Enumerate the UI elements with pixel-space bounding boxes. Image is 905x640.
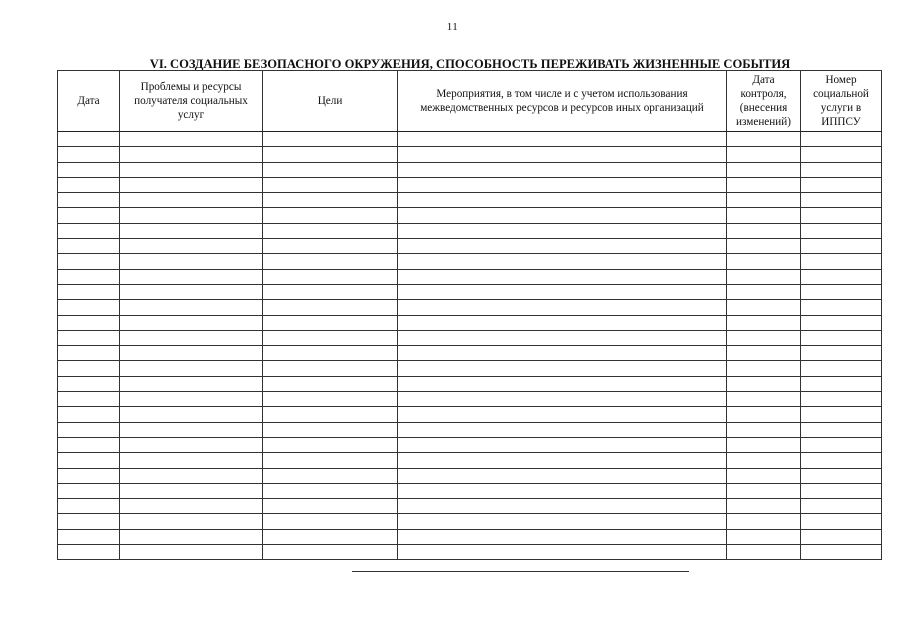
table-row [58, 208, 882, 223]
table-cell-activities[interactable] [398, 529, 727, 544]
table-cell-control-date[interactable] [727, 330, 801, 345]
table-cell-activities[interactable] [398, 346, 727, 361]
table-cell-control-date[interactable] [727, 545, 801, 560]
table-cell-goals[interactable] [263, 239, 398, 254]
table-cell-problems[interactable] [120, 407, 263, 422]
table-cell-service-number[interactable] [801, 330, 882, 345]
plan-table [57, 70, 882, 560]
table-cell-date[interactable] [58, 284, 120, 299]
table-cell-problems[interactable] [120, 193, 263, 208]
table-cell-goals[interactable] [263, 407, 398, 422]
table-cell-date[interactable] [58, 422, 120, 437]
table-cell-date[interactable] [58, 361, 120, 376]
table-cell-goals[interactable] [263, 346, 398, 361]
table-cell-goals[interactable] [263, 529, 398, 544]
table-cell-date[interactable] [58, 269, 120, 284]
table-cell-date[interactable] [58, 254, 120, 269]
table-cell-service-number[interactable] [801, 529, 882, 544]
table-cell-date[interactable] [58, 392, 120, 407]
table-cell-date[interactable] [58, 407, 120, 422]
table-cell-control-date[interactable] [727, 529, 801, 544]
table-cell-control-date[interactable] [727, 208, 801, 223]
column-header-label: Мероприятия, в том числе и с учетом использования межведомственных ресурсов и ресурсов иных организаций [420, 88, 704, 114]
footer-rule [352, 571, 689, 572]
table-cell-activities[interactable] [398, 177, 727, 192]
table-row [58, 407, 882, 422]
table-cell-problems[interactable] [120, 468, 263, 483]
table-cell-control-date[interactable] [727, 499, 801, 514]
table-cell-activities[interactable] [398, 422, 727, 437]
table-cell-service-number[interactable] [801, 407, 882, 422]
table-cell-activities[interactable] [398, 132, 727, 147]
table-cell-control-date[interactable] [727, 147, 801, 162]
column-header-service-number [801, 71, 882, 132]
table-cell-date[interactable] [58, 300, 120, 315]
table-cell-problems[interactable] [120, 422, 263, 437]
table-cell-control-date[interactable] [727, 376, 801, 391]
table-cell-goals[interactable] [263, 483, 398, 498]
table-cell-activities[interactable] [398, 437, 727, 452]
table-row [58, 162, 882, 177]
table-cell-service-number[interactable] [801, 147, 882, 162]
table-cell-service-number[interactable] [801, 208, 882, 223]
table-cell-goals[interactable] [263, 254, 398, 269]
table-cell-problems[interactable] [120, 499, 263, 514]
table-cell-goals[interactable] [263, 147, 398, 162]
table-cell-control-date[interactable] [727, 315, 801, 330]
table-cell-date[interactable] [58, 376, 120, 391]
table-cell-goals[interactable] [263, 132, 398, 147]
table-cell-problems[interactable] [120, 177, 263, 192]
table-cell-date[interactable] [58, 132, 120, 147]
table-cell-goals[interactable] [263, 223, 398, 238]
table-cell-service-number[interactable] [801, 422, 882, 437]
table-cell-service-number[interactable] [801, 132, 882, 147]
table-cell-goals[interactable] [263, 514, 398, 529]
table-cell-activities[interactable] [398, 545, 727, 560]
table-cell-activities[interactable] [398, 330, 727, 345]
table-row [58, 132, 882, 147]
column-header-problems [120, 71, 263, 132]
table-cell-problems[interactable] [120, 529, 263, 544]
table-row [58, 422, 882, 437]
table-cell-control-date[interactable] [727, 162, 801, 177]
table-cell-problems[interactable] [120, 392, 263, 407]
table-cell-date[interactable] [58, 468, 120, 483]
table-cell-activities[interactable] [398, 269, 727, 284]
page-number: 11 [446, 21, 459, 33]
table-cell-control-date[interactable] [727, 361, 801, 376]
table-cell-control-date[interactable] [727, 193, 801, 208]
table-cell-problems[interactable] [120, 483, 263, 498]
table-cell-service-number[interactable] [801, 162, 882, 177]
table-cell-goals[interactable] [263, 208, 398, 223]
table-cell-service-number[interactable] [801, 269, 882, 284]
table-cell-goals[interactable] [263, 392, 398, 407]
table-row [58, 300, 882, 315]
table-cell-service-number[interactable] [801, 468, 882, 483]
table-cell-problems[interactable] [120, 330, 263, 345]
column-header-label: Дата [77, 95, 100, 107]
table-cell-service-number[interactable] [801, 514, 882, 529]
table-row [58, 177, 882, 192]
table-cell-control-date[interactable] [727, 468, 801, 483]
table-cell-problems[interactable] [120, 147, 263, 162]
column-header-label: Проблемы и ресурсы получателя социальных услуг [134, 81, 248, 121]
table-cell-date[interactable] [58, 208, 120, 223]
table-cell-service-number[interactable] [801, 193, 882, 208]
table-cell-activities[interactable] [398, 223, 727, 238]
table-cell-problems[interactable] [120, 300, 263, 315]
table-row [58, 147, 882, 162]
table-cell-date[interactable] [58, 483, 120, 498]
table-cell-goals[interactable] [263, 437, 398, 452]
table-header-row [58, 71, 882, 132]
table-cell-service-number[interactable] [801, 346, 882, 361]
table-cell-goals[interactable] [263, 269, 398, 284]
table-row [58, 315, 882, 330]
table-row [58, 361, 882, 376]
table-row [58, 453, 882, 468]
table-cell-date[interactable] [58, 162, 120, 177]
table-cell-date[interactable] [58, 346, 120, 361]
table-row [58, 239, 882, 254]
table-cell-control-date[interactable] [727, 239, 801, 254]
table-cell-control-date[interactable] [727, 407, 801, 422]
table-cell-problems[interactable] [120, 315, 263, 330]
table-cell-date[interactable] [58, 239, 120, 254]
table-cell-date[interactable] [58, 177, 120, 192]
table-row [58, 545, 882, 560]
table-cell-control-date[interactable] [727, 437, 801, 452]
table-cell-service-number[interactable] [801, 453, 882, 468]
column-header-label: Цели [317, 95, 343, 107]
table-row [58, 483, 882, 498]
column-header-goals [263, 71, 398, 132]
table-cell-service-number[interactable] [801, 545, 882, 560]
table-cell-date[interactable] [58, 545, 120, 560]
table-cell-control-date[interactable] [727, 284, 801, 299]
table-cell-goals[interactable] [263, 453, 398, 468]
table-cell-service-number[interactable] [801, 361, 882, 376]
table-cell-service-number[interactable] [801, 499, 882, 514]
table-row [58, 193, 882, 208]
table-cell-problems[interactable] [120, 545, 263, 560]
table-cell-control-date[interactable] [727, 514, 801, 529]
table-cell-activities[interactable] [398, 300, 727, 315]
table-cell-service-number[interactable] [801, 437, 882, 452]
table-cell-goals[interactable] [263, 545, 398, 560]
column-header-activities [398, 71, 727, 132]
table-row [58, 499, 882, 514]
table-cell-control-date[interactable] [727, 392, 801, 407]
table-cell-goals[interactable] [263, 300, 398, 315]
table-cell-date[interactable] [58, 330, 120, 345]
table-cell-problems[interactable] [120, 514, 263, 529]
table-row [58, 269, 882, 284]
table-row [58, 376, 882, 391]
table-cell-activities[interactable] [398, 147, 727, 162]
table-cell-activities[interactable] [398, 483, 727, 498]
table-cell-date[interactable] [58, 499, 120, 514]
table-cell-problems[interactable] [120, 223, 263, 238]
table-cell-problems[interactable] [120, 284, 263, 299]
table-cell-problems[interactable] [120, 269, 263, 284]
table-cell-problems[interactable] [120, 254, 263, 269]
table-cell-date[interactable] [58, 514, 120, 529]
table-cell-date[interactable] [58, 453, 120, 468]
table-row [58, 529, 882, 544]
table-row [58, 514, 882, 529]
table-cell-service-number[interactable] [801, 223, 882, 238]
table-cell-service-number[interactable] [801, 284, 882, 299]
table-row [58, 223, 882, 238]
table-body [58, 132, 882, 560]
table-cell-service-number[interactable] [801, 254, 882, 269]
table-cell-service-number[interactable] [801, 300, 882, 315]
table-cell-goals[interactable] [263, 315, 398, 330]
table-cell-activities[interactable] [398, 376, 727, 391]
table-cell-date[interactable] [58, 529, 120, 544]
table-cell-control-date[interactable] [727, 422, 801, 437]
table-cell-problems[interactable] [120, 437, 263, 452]
table-cell-activities[interactable] [398, 407, 727, 422]
table-cell-service-number[interactable] [801, 392, 882, 407]
section-title: VI. СОЗДАНИЕ БЕЗОПАСНОГО ОКРУЖЕНИЯ, СПОСОБНОСТЬ ПЕРЕЖИВАТЬ ЖИЗНЕННЫЕ СОБЫТИЯ [149, 57, 791, 71]
table-cell-problems[interactable] [120, 239, 263, 254]
table-cell-activities[interactable] [398, 193, 727, 208]
table-cell-activities[interactable] [398, 254, 727, 269]
table-cell-activities[interactable] [398, 162, 727, 177]
table-cell-activities[interactable] [398, 315, 727, 330]
column-header-label: Номер социальной услуги в ИППСУ [813, 74, 869, 128]
table-cell-control-date[interactable] [727, 177, 801, 192]
table-cell-service-number[interactable] [801, 315, 882, 330]
column-header-date [58, 71, 120, 132]
table-cell-date[interactable] [58, 193, 120, 208]
table-cell-control-date[interactable] [727, 254, 801, 269]
table-row [58, 392, 882, 407]
table-cell-control-date[interactable] [727, 483, 801, 498]
table-cell-goals[interactable] [263, 162, 398, 177]
table-row [58, 330, 882, 345]
table-cell-problems[interactable] [120, 346, 263, 361]
table-row [58, 284, 882, 299]
table-cell-activities[interactable] [398, 208, 727, 223]
table-cell-service-number[interactable] [801, 239, 882, 254]
table-cell-activities[interactable] [398, 239, 727, 254]
table-cell-control-date[interactable] [727, 223, 801, 238]
table-row [58, 437, 882, 452]
table-cell-problems[interactable] [120, 376, 263, 391]
table-row [58, 254, 882, 269]
table-cell-activities[interactable] [398, 392, 727, 407]
table-cell-service-number[interactable] [801, 483, 882, 498]
table-cell-goals[interactable] [263, 376, 398, 391]
table-cell-goals[interactable] [263, 177, 398, 192]
table-cell-control-date[interactable] [727, 346, 801, 361]
table-cell-date[interactable] [58, 147, 120, 162]
table-cell-service-number[interactable] [801, 177, 882, 192]
table-cell-date[interactable] [58, 315, 120, 330]
table-cell-goals[interactable] [263, 468, 398, 483]
table-cell-activities[interactable] [398, 453, 727, 468]
column-header-control-date [727, 71, 801, 132]
table-cell-control-date[interactable] [727, 300, 801, 315]
table-cell-activities[interactable] [398, 499, 727, 514]
table-cell-date[interactable] [58, 223, 120, 238]
table-cell-goals[interactable] [263, 284, 398, 299]
table-cell-control-date[interactable] [727, 453, 801, 468]
table-row [58, 346, 882, 361]
table-cell-problems[interactable] [120, 162, 263, 177]
table-cell-control-date[interactable] [727, 132, 801, 147]
table-cell-problems[interactable] [120, 208, 263, 223]
table-cell-service-number[interactable] [801, 376, 882, 391]
table-cell-problems[interactable] [120, 361, 263, 376]
table-cell-goals[interactable] [263, 422, 398, 437]
table-cell-date[interactable] [58, 437, 120, 452]
table-cell-activities[interactable] [398, 361, 727, 376]
table-cell-activities[interactable] [398, 514, 727, 529]
column-header-label: Дата контроля, (внесения изменений) [736, 74, 791, 128]
table-cell-activities[interactable] [398, 284, 727, 299]
table-cell-problems[interactable] [120, 453, 263, 468]
table-cell-activities[interactable] [398, 468, 727, 483]
table-row [58, 468, 882, 483]
table-cell-goals[interactable] [263, 361, 398, 376]
table-cell-control-date[interactable] [727, 269, 801, 284]
table-cell-goals[interactable] [263, 499, 398, 514]
table-cell-goals[interactable] [263, 193, 398, 208]
table-cell-problems[interactable] [120, 132, 263, 147]
table-cell-goals[interactable] [263, 330, 398, 345]
